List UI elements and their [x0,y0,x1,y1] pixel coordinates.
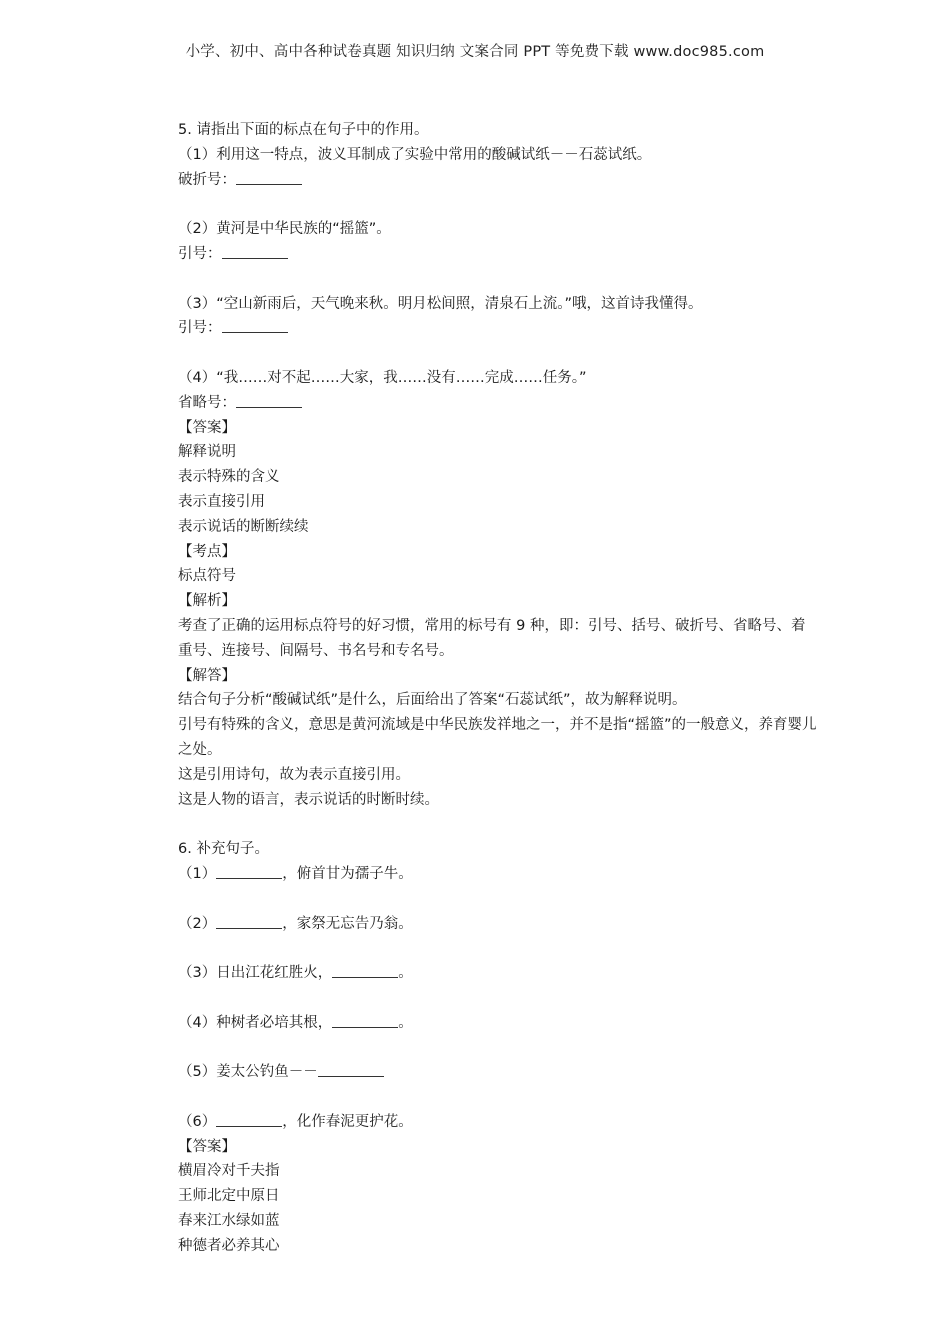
jieda-line: 引号有特殊的含义，意思是黄河流域是中华民族发祥地之一，并不是指“摇篮”的一般意义，养育婴儿之处。 [178,717,817,758]
q6-item-3 [178,961,818,986]
q6-item-prefix: （6） [178,1113,217,1130]
q6-item-1 [178,862,818,887]
jieda-line: 结合句子分析“酸碱试纸”是什么，后面给出了答案“石蕊试纸”，故为解释说明。 [178,692,687,709]
q5-sentence-4: （4）“我……对不起……大家，我……没有……完成……任务。” [178,369,587,386]
answer-item: 种德者必养其心 [178,1237,280,1254]
q6-item-5 [178,1060,818,1085]
kaodian-heading: 【考点】 [178,543,236,560]
q6-item-suffix: 。 [398,965,413,982]
q5-label-1: 破折号： [178,171,236,188]
q6-item-suffix: ，化作春泥更护花。 [282,1113,413,1130]
answer-blank[interactable] [222,317,288,333]
document-body [178,118,818,1259]
answer-item: 表示直接引用 [178,493,265,510]
kaodian-text: 标点符号 [178,568,236,585]
q5-sentence-2: （2）黄河是中华民族的“摇篮”。 [178,221,391,238]
jiexi-text: 考查了正确的运用标点符号的好习惯，常用的标号有 9 种，即：引号、括号、破折号、省略号、着重号、连接号、间隔号、书名号和专名号。 [178,617,806,659]
q5-label-2: 引号： [178,245,222,262]
jieda-heading: 【解答】 [178,667,236,684]
q5-answer-line-2 [178,242,818,267]
answer-blank[interactable] [318,1061,384,1077]
page-header: 小学、初中、高中各种试卷真题 知识归纳 文案合同 PPT 等免费下载 www.doc985.com [185,44,765,60]
answer-heading: 【答案】 [178,1138,236,1155]
answer-item: 解释说明 [178,444,236,461]
q6-item-prefix: （3）日出江花红胜火， [178,965,333,982]
q6-item-prefix: （5）姜太公钓鱼－－ [178,1064,318,1081]
answer-item: 横眉冷对千夫指 [178,1163,280,1180]
q5-label-4: 省略号： [178,394,236,411]
jieda-line: 这是人物的语言，表示说话的时断时续。 [178,791,439,808]
q5-answer-line-4 [178,391,818,416]
answer-blank[interactable] [236,169,302,185]
q6-item-4 [178,1011,818,1036]
answer-blank[interactable] [222,243,288,259]
q6-item-6 [178,1110,818,1135]
q6-item-2 [178,912,818,937]
q5-sentence-3: （3）“空山新雨后，天气晚来秋。明月松间照，清泉石上流。”哦，这首诗我懂得。 [178,295,703,312]
jieda-line: 这是引用诗句，故为表示直接引用。 [178,766,410,783]
question-6-title: 6. 补充句子。 [178,841,269,858]
q6-item-suffix: ，家祭无忘告乃翁。 [282,915,413,932]
q6-item-prefix: （1） [178,865,217,882]
answer-blank[interactable] [332,1012,398,1028]
q5-sentence-1: （1）利用这一特点，波义耳制成了实验中常用的酸碱试纸－－石蕊试纸。 [178,146,652,163]
answer-blank[interactable] [216,913,282,929]
answer-item: 春来江水绿如蓝 [178,1213,280,1230]
answer-item: 表示说话的断断续续 [178,518,309,535]
answer-blank[interactable] [332,962,398,978]
q6-item-prefix: （4）种树者必培其根， [178,1014,333,1031]
q6-item-suffix: 。 [398,1014,413,1031]
answer-blank[interactable] [236,392,302,408]
answer-item: 表示特殊的含义 [178,469,280,486]
q5-label-3: 引号： [178,320,222,337]
answer-heading: 【答案】 [178,419,236,436]
answer-item: 王师北定中原日 [178,1188,280,1205]
q5-answer-line-1 [178,168,818,193]
q6-item-prefix: （2） [178,915,217,932]
answer-blank[interactable] [216,863,282,879]
q6-item-suffix: ，俯首甘为孺子牛。 [282,865,413,882]
q5-answer-line-3 [178,316,818,341]
answer-blank[interactable] [216,1111,282,1127]
question-5-title: 5. 请指出下面的标点在句子中的作用。 [178,122,429,138]
jiexi-heading: 【解析】 [178,593,236,610]
